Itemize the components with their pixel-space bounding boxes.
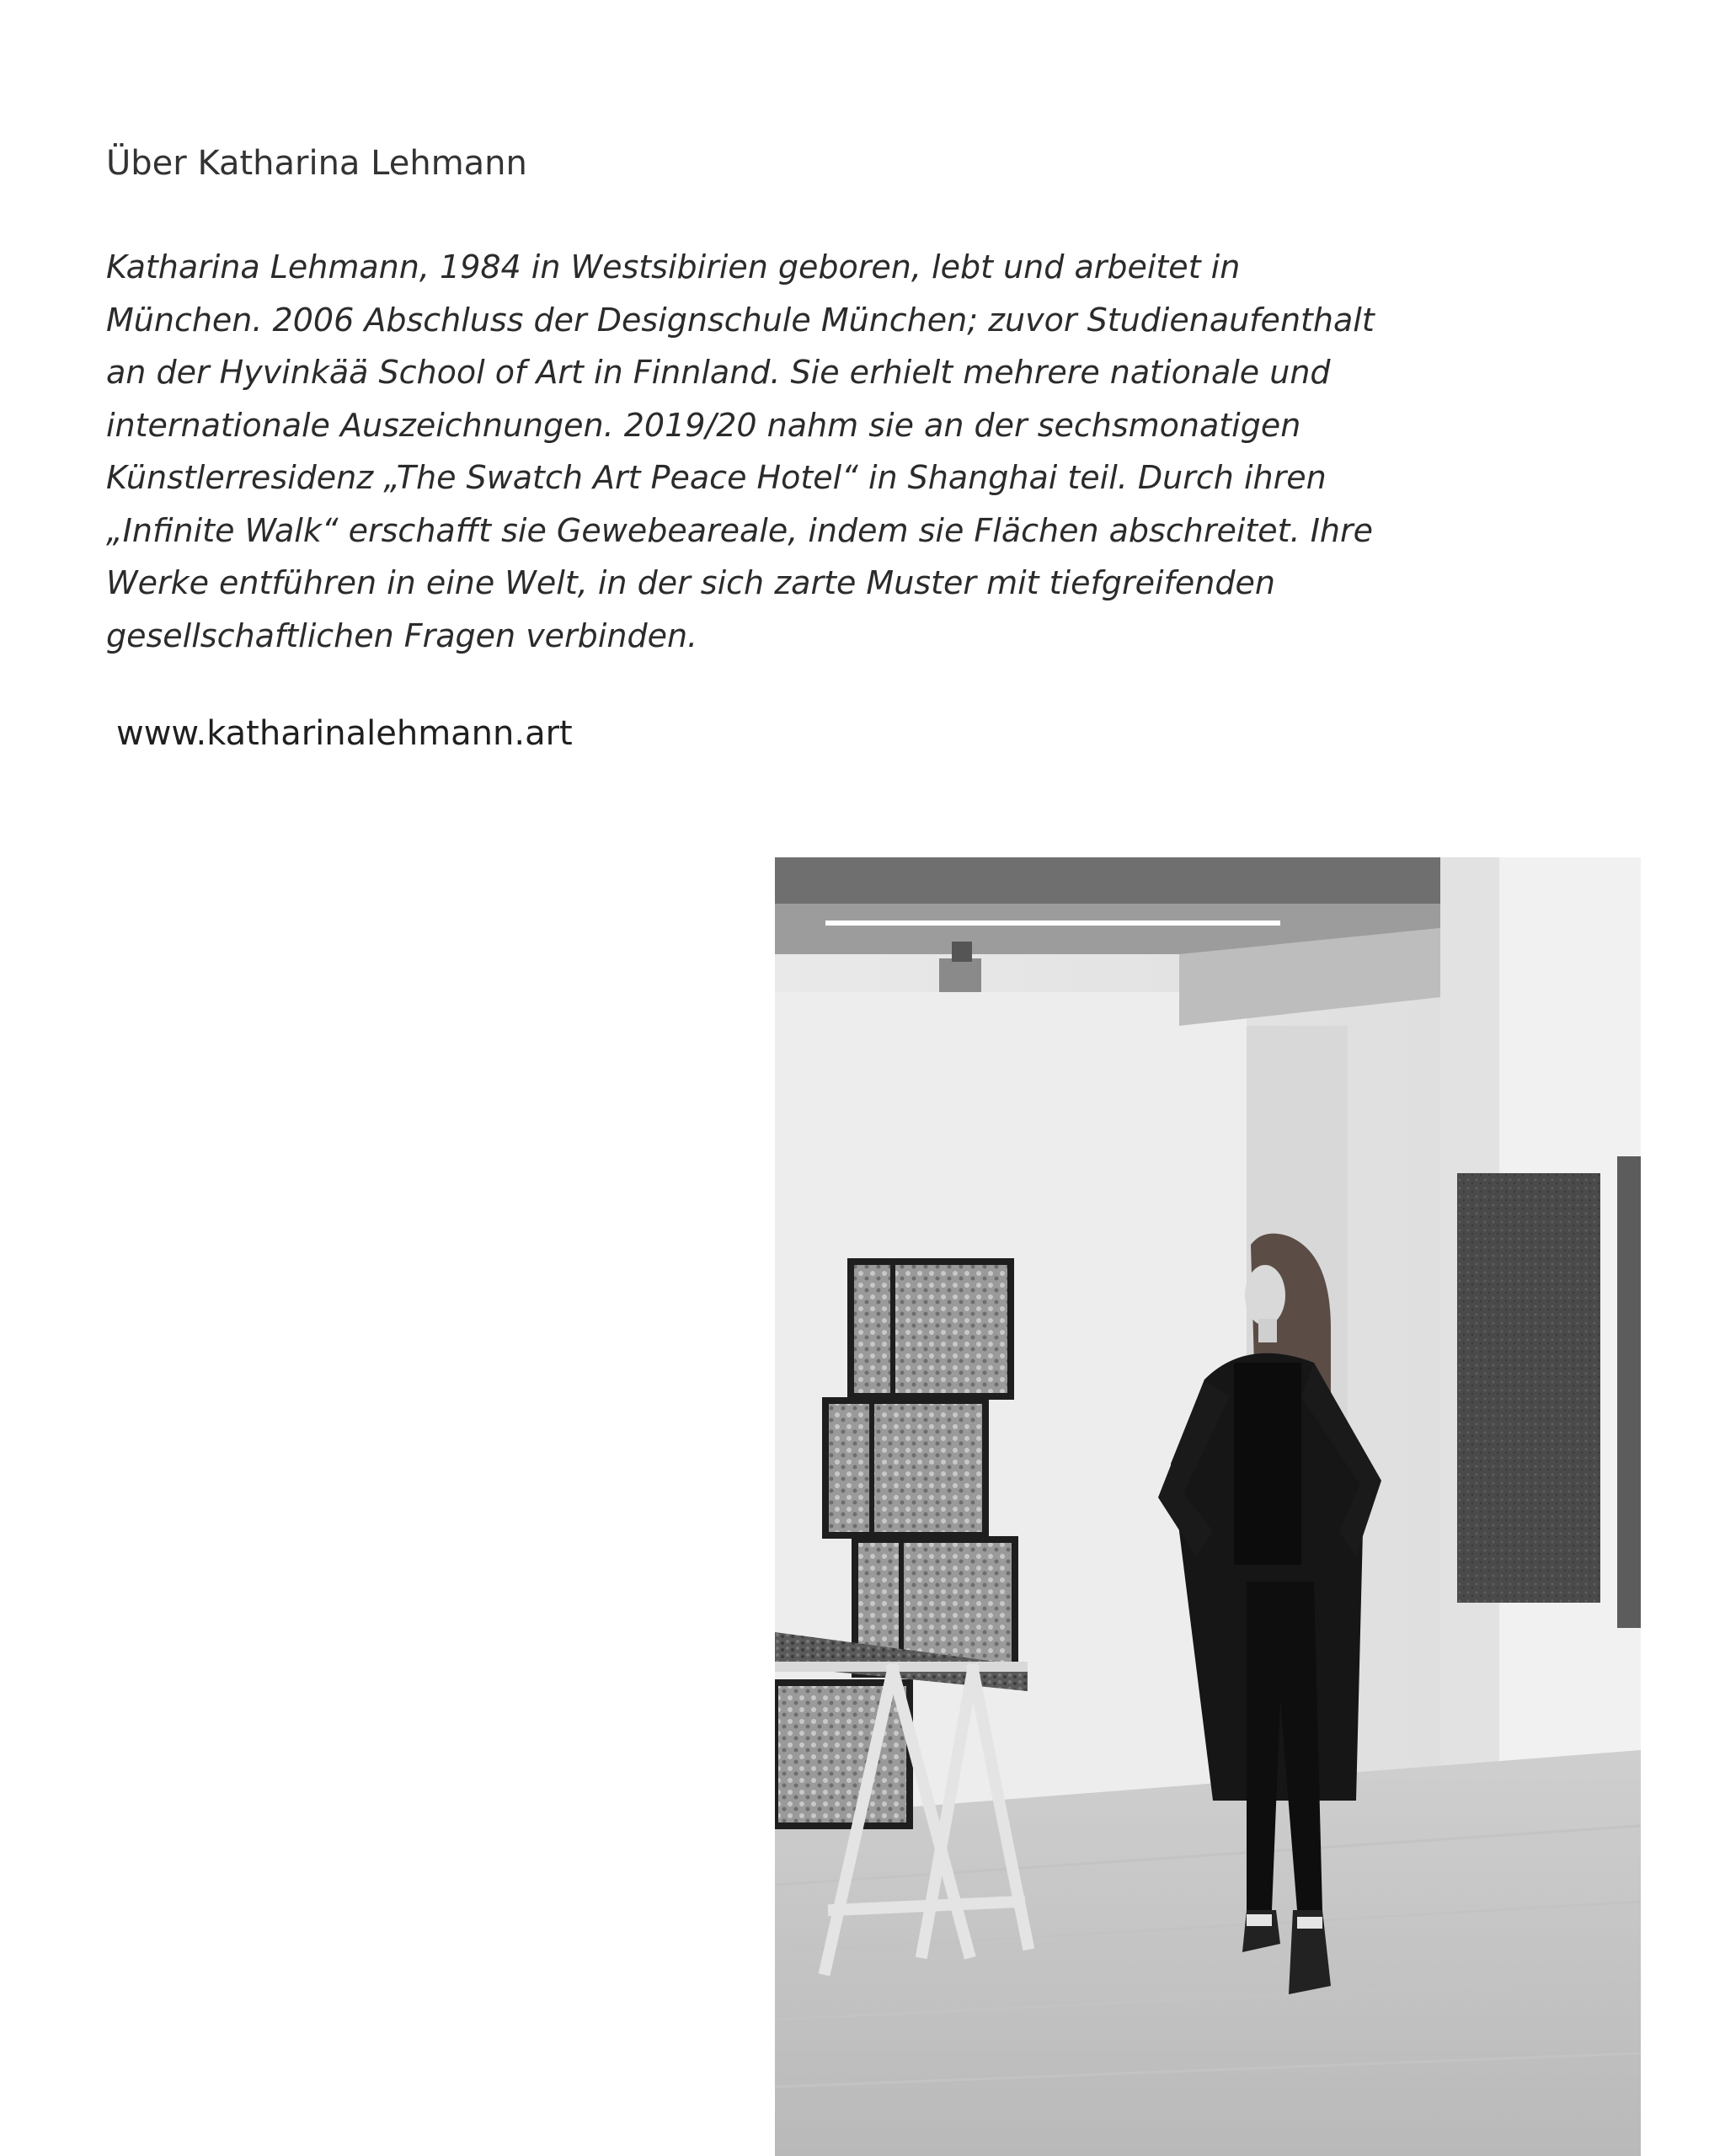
bio-line: internationale Auszeichnungen. 2019/20 nahm sie an der sechsmonatigen — [106, 406, 1301, 444]
artist-studio-photo — [775, 857, 1641, 2156]
bio-line: „Infinite Walk“ erschafft sie Gewebeareale, indem sie Flächen abschreitet. Ihre — [106, 511, 1374, 549]
bio-line: an der Hyvinkää School of Art in Finnland. Sie erhielt mehrere nationale und — [106, 354, 1331, 391]
bio-line: München. 2006 Abschluss der Designschule München; zuvor Studienaufenthalt — [106, 301, 1375, 339]
website-link[interactable]: www.katharinalehmann.art — [116, 714, 573, 753]
bio-line: Künstlerresidenz „The Swatch Art Peace Hotel“ in Shanghai teil. Durch ihren — [106, 459, 1327, 496]
bio-line: Werke entführen in eine Welt, in der sich zarte Muster mit tiefgreifenden — [106, 564, 1275, 601]
studio-photo-illustration — [775, 857, 1641, 2156]
bio-line: gesellschaftlichen Fragen verbinden. — [106, 616, 698, 654]
section-heading: Über Katharina Lehmann — [106, 144, 527, 183]
bio-line: Katharina Lehmann, 1984 in Westsibirien geboren, lebt und arbeitet in — [106, 248, 1241, 286]
artist-bio — [106, 241, 1622, 662]
